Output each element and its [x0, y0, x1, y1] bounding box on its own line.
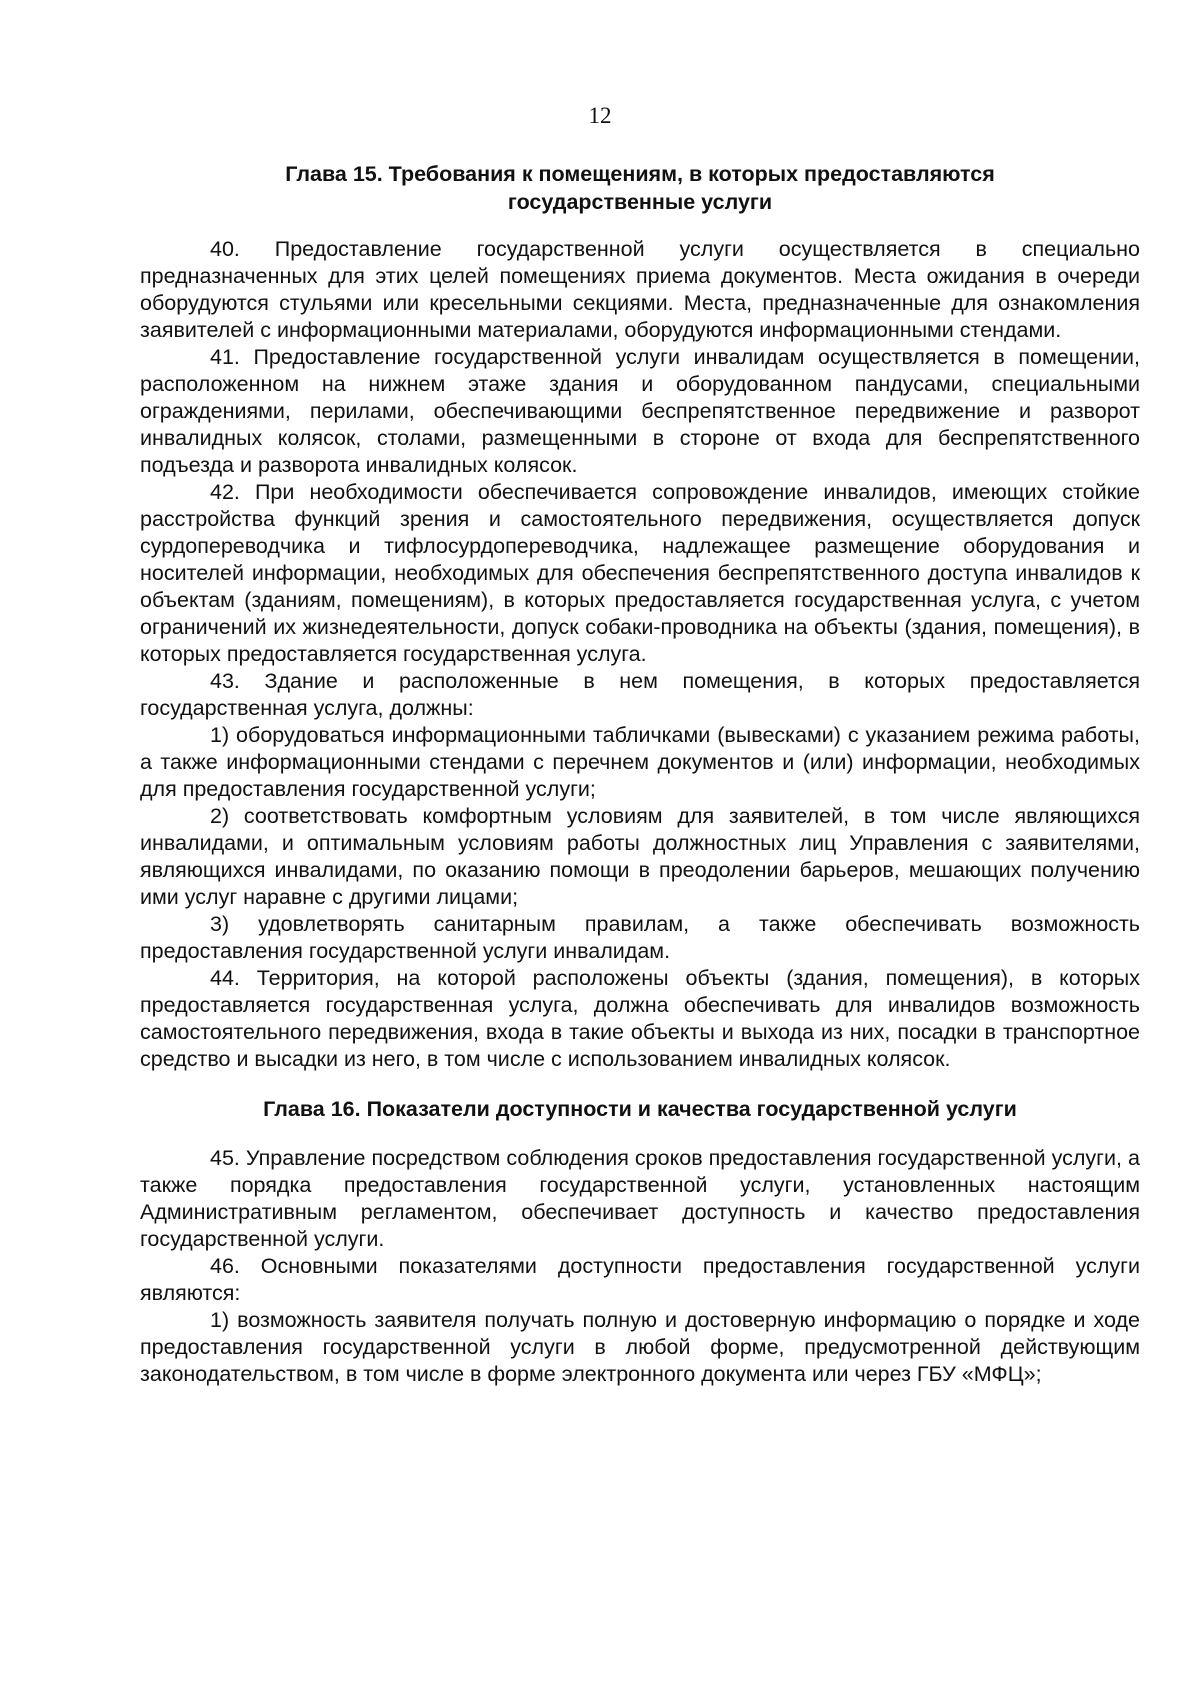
chapter-15-title: Глава 15. Требования к помещениям, в которых предоставляются государственные услуги — [285, 162, 995, 214]
paragraph-43-item-1: 1) оборудоваться информационными табличками (вывесками) с указанием режима работы, а также информационными стендами с перечнем документов и (или) информации, необходимых для предоставления государственной услуги; — [140, 723, 1140, 801]
paragraph-46-item-1: 1) возможность заявителя получать полную и достоверную информацию о порядке и ходе предоставления государственной услуги в любой форме, предусмотренной действующим законодательством, в том числе в форме электронного документа или через ГБУ «МФЦ»; — [140, 1308, 1140, 1386]
paragraph-43-item-2: 2) соответствовать комфортным условиям для заявителей, в том числе являющихся инвалидами, и оптимальным условиям работы должностных лиц Управления с заявителями, являющихся инвалидами, по оказанию помощи в преодолении барьеров, мешающих получению ими услуг наравне с другими лицами; — [140, 804, 1140, 909]
paragraph-42: 42. При необходимости обеспечивается сопровождение инвалидов, имеющих стойкие расстройства функций зрения и самостоятельного передвижения, осуществляется допуск сурдопереводчика и тифлосурдопереводчика, надлежащее размещение оборудования и носителей информации, необходимых для обеспечения беспрепятственного доступа инвалидов к объектам (зданиям, помещениям), в которых предоставляется государственная услуга, с учетом ограничений их жизнедеятельности, допуск собаки-проводника на объекты (здания, помещения), в которых предоставляется государственная услуга. — [140, 480, 1140, 666]
paragraph-43-item-3: 3) удовлетворять санитарным правилам, а также обеспечивать возможность предоставления государственной услуги инвалидам. — [140, 912, 1140, 963]
paragraph-46: 46. Основными показателями доступности предоставления государственной услуги являются: — [140, 1254, 1140, 1305]
paragraph-40: 40. Предоставление государственной услуги осуществляется в специально предназначенных для этих целей помещениях приема документов. Места ожидания в очереди оборудуются стульями или кресельными секциями. Места, предназначенные для ознакомления заявителей с информационными материалами, оборудуются информационными стендами. — [140, 237, 1140, 342]
paragraph-44: 44. Территория, на которой расположены объекты (здания, помещения), в которых предоставляется государственная услуга, должна обеспечивать для инвалидов возможность самостоятельного передвижения, входа в такие объекты и выхода из них, посадки в транспортное средство и высадки из него, в том числе с использованием инвалидных колясок. — [140, 966, 1140, 1071]
page-number: 12 — [588, 103, 612, 128]
paragraph-45: 45. Управление посредством соблюдения сроков предоставления государственной услуги, а также порядка предоставления государственной услуги, установленных настоящим Административным регламентом, обеспечивает доступность и качество предоставления государственной услуги. — [140, 1146, 1140, 1251]
paragraph-43: 43. Здание и расположенные в нем помещения, в которых предоставляется государственная услуга, должны: — [140, 669, 1140, 720]
document-body — [140, 160, 1140, 1388]
paragraph-41: 41. Предоставление государственной услуги инвалидам осуществляется в помещении, расположенном на нижнем этаже здания и оборудованном пандусами, специальными ограждениями, перилами, обеспечивающими беспрепятственное передвижение и разворот инвалидных колясок, столами, размещенными в стороне от входа для беспрепятственного подъезда и разворота инвалидных колясок. — [140, 345, 1140, 477]
chapter-16-title: Глава 16. Показатели доступности и качества государственной услуги — [263, 1097, 1017, 1121]
